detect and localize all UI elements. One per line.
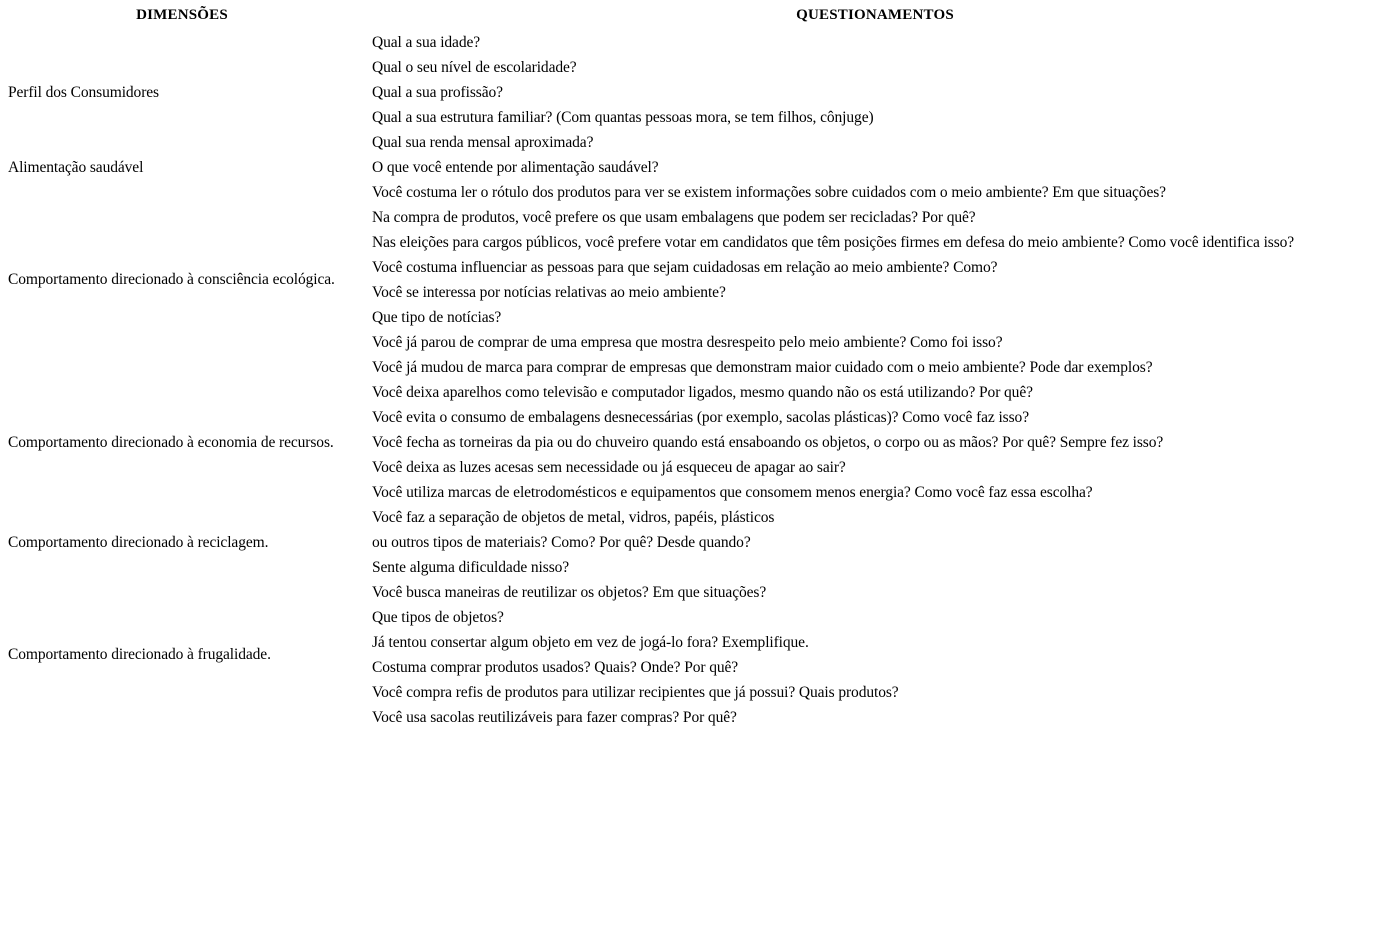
question-cell: Você deixa as luzes acesas sem necessidade ou já esqueceu de apagar ao sair? — [372, 458, 846, 476]
question-cell: Você evita o consumo de embalagens desnecessárias (por exemplo, sacolas plásticas)? Como você faz isso? — [372, 408, 1029, 426]
dimension-cell: Comportamento direcionado à economia de recursos. — [8, 433, 334, 451]
question-cell: Sente alguma dificuldade nisso? — [372, 558, 570, 576]
question-cell: Qual a sua idade? — [372, 33, 481, 51]
dimension-cell: Comportamento direcionado à reciclagem. — [8, 533, 269, 551]
question-cell: Você faz a separação de objetos de metal, vidros, papéis, plásticos — [372, 508, 775, 526]
question-cell: Você usa sacolas reutilizáveis para fazer compras? Por quê? — [372, 708, 737, 726]
question-cell: Na compra de produtos, você prefere os que usam embalagens que podem ser recicladas? Por quê? — [372, 208, 976, 226]
question-cell: Costuma comprar produtos usados? Quais? Onde? Por quê? — [372, 658, 739, 676]
question-cell: Você costuma influenciar as pessoas para que sejam cuidadosas em relação ao meio ambiente? Como? — [372, 258, 998, 276]
question-cell: Qual a sua estrutura familiar? (Com quantas pessoas mora, se tem filhos, cônjuge) — [372, 108, 874, 126]
question-cell: Você utiliza marcas de eletrodomésticos e equipamentos que consomem menos energia? Como você faz essa escolha? — [372, 483, 1093, 501]
question-cell: Você já mudou de marca para comprar de empresas que demonstram maior cuidado com o meio ambiente? Pode dar exemplos? — [372, 358, 1153, 376]
question-cell: Você já parou de comprar de uma empresa que mostra desrespeito pelo meio ambiente? Como foi isso? — [372, 333, 1003, 351]
question-cell: Você costuma ler o rótulo dos produtos para ver se existem informações sobre cuidados com o meio ambiente? Em que situações? — [372, 183, 1166, 201]
dimension-cell: Comportamento direcionado à frugalidade. — [8, 646, 271, 663]
dimension-cell: Alimentação saudável — [8, 158, 144, 176]
question-cell: Já tentou consertar algum objeto em vez de jogá-lo fora? Exemplifique. — [372, 633, 809, 651]
table-row — [0, 155, 1386, 180]
column-header-questionamentos: QUESTIONAMENTOS — [796, 6, 954, 23]
question-cell: Qual sua renda mensal aproximada? — [372, 133, 594, 151]
question-cell: Que tipo de notícias? — [372, 308, 502, 326]
table-row — [0, 30, 1386, 55]
question-cell: Você compra refis de produtos para utilizar recipientes que já possui? Quais produtos? — [372, 683, 899, 701]
dimension-cell: Comportamento direcionado à consciência ecológica. — [8, 271, 335, 288]
question-cell: Qual o seu nível de escolaridade? — [372, 58, 577, 76]
question-cell: Nas eleições para cargos públicos, você prefere votar em candidatos que têm posições firmes em defesa do meio ambiente? Como você identifica isso? — [372, 233, 1295, 251]
question-cell: Você busca maneiras de reutilizar os objetos? Em que situações? — [372, 583, 767, 601]
question-cell: Qual a sua profissão? — [372, 83, 503, 101]
header-row — [0, 0, 1386, 30]
question-cell: Você se interessa por notícias relativas ao meio ambiente? — [372, 283, 726, 301]
table-row — [0, 180, 1386, 205]
table-row — [0, 505, 1386, 530]
dimension-cell: Perfil dos Consumidores — [8, 83, 159, 101]
table-body — [0, 30, 1386, 730]
table-row — [0, 380, 1386, 405]
question-cell: ou outros tipos de materiais? Como? Por quê? Desde quando? — [372, 533, 751, 551]
question-cell: Que tipos de objetos? — [372, 608, 504, 626]
question-cell: O que você entende por alimentação saudável? — [372, 158, 659, 176]
question-cell: Você deixa aparelhos como televisão e computador ligados, mesmo quando não os está utilizando? Por quê? — [372, 383, 1033, 401]
question-cell: Você fecha as torneiras da pia ou do chuveiro quando está ensaboando os objetos, o corpo ou as mãos? Por quê? Sempre fez isso? — [372, 433, 1164, 451]
table-row — [0, 580, 1386, 605]
column-header-dimensoes: DIMENSÕES — [136, 6, 228, 23]
